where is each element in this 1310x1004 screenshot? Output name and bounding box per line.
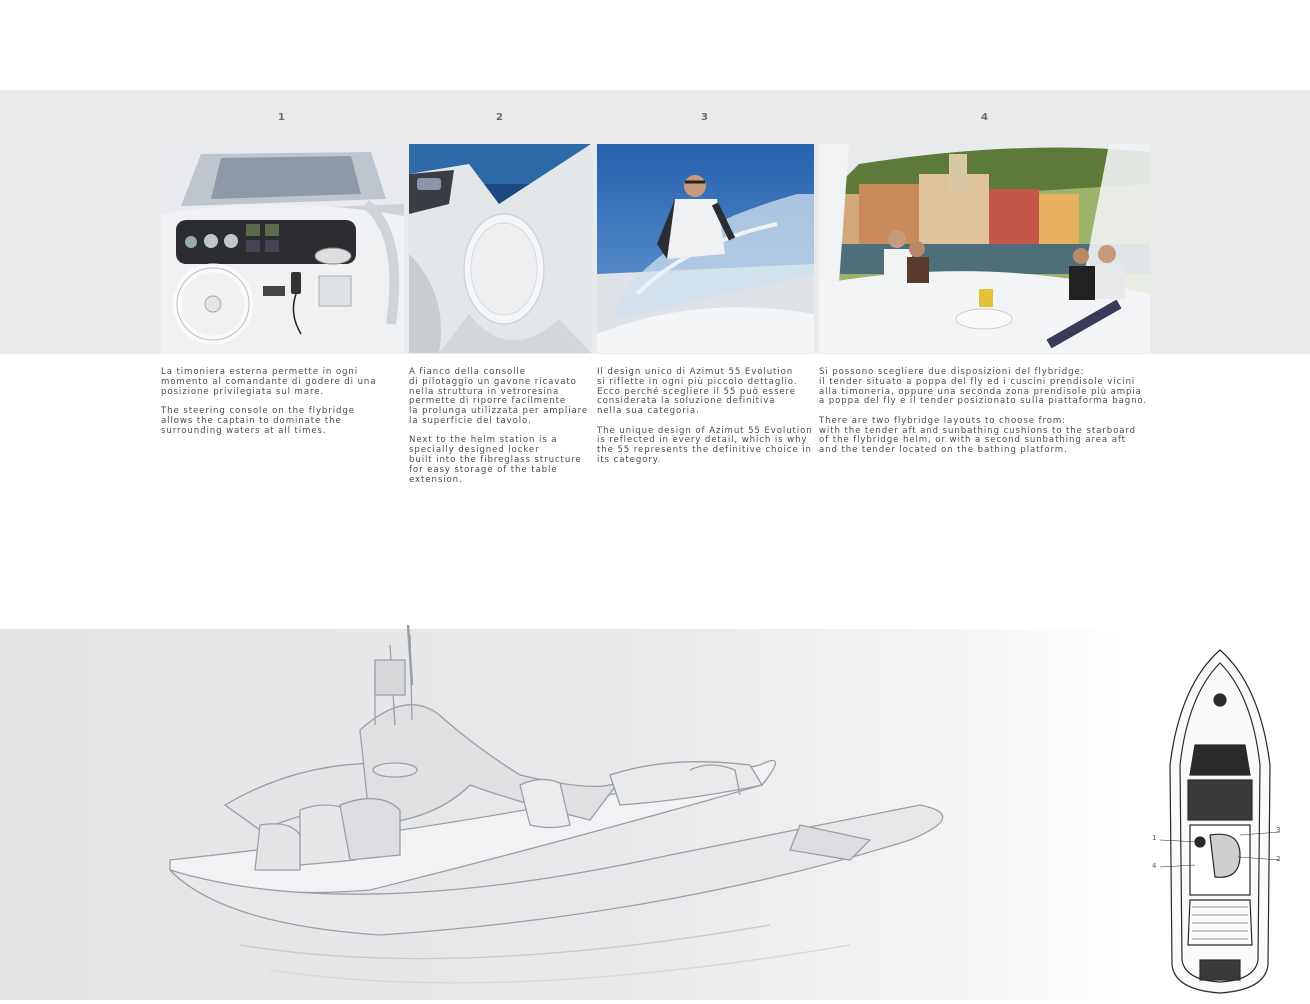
column-4-italian: Si possono scegliere due disposizioni del flybridge: il tender situato a poppa del fly ed i cuscini prendisole vicini alla timoneria, oppure una seconda zona prendisole più ampia a poppa del fly e il tender posizionato sulla piattaforma bagno. [819,367,1148,407]
text-column-4 [819,368,1154,466]
column-1-english: The steering console on the flybridge allows the captain to dominate the surrounding waters at all times. [161,405,355,436]
plan-callout-2: 2 [1276,855,1281,863]
photo-helm-console [161,144,404,353]
text-column-1 [161,368,401,446]
section-number-4: 4 [981,112,989,123]
plan-callout-4: 4 [1152,862,1157,870]
column-3-english: The unique design of Azimut 55 Evolution is reflected in every detail, which is why the 55 represents the definitive choice in its category. [597,425,813,465]
column-4-english: There are two flybridge layouts to choose from: with the tender aft and sunbathing cushions to the starboard of the flybridge helm, or with a second sunbathing area aft and the tender located on the bathing platform. [819,415,1137,456]
column-2-italian: A fianco della consolle di pilotaggio un gavone ricavato nella struttura in vetroresina permette di riporre facilmente la prolunga utilizzata per ampliare la superficie del tavolo. [409,367,589,426]
photo-captain [597,144,814,353]
plan-callout-1: 1 [1152,834,1157,842]
photo-locker [409,144,591,353]
column-1-italian: La timoniera esterna permette in ogni momento al comandante di godere di una posizione privilegiata sul mare. [161,367,377,397]
flybridge-cutaway-drawing [150,625,1050,1000]
section-number-2: 2 [496,112,504,123]
column-2-english: Next to the helm station is a specially designed locker built into the fibreglass structure for easy storage of the table extension. [409,435,582,485]
text-column-2 [409,368,594,495]
column-3-italian: Il design unico di Azimut 55 Evolution si riflette in ogni più piccolo dettaglio. Ecco perché scegliere il 55 può essere considerata la soluzione definitiva nella sua categoria. [597,367,798,417]
deck-plan-top-view [1140,645,1300,1000]
text-column-3 [597,368,817,475]
photo-flybridge-harbour [819,144,1150,353]
plan-callout-3: 3 [1276,826,1281,834]
section-number-3: 3 [701,112,709,123]
section-number-1: 1 [278,112,286,123]
